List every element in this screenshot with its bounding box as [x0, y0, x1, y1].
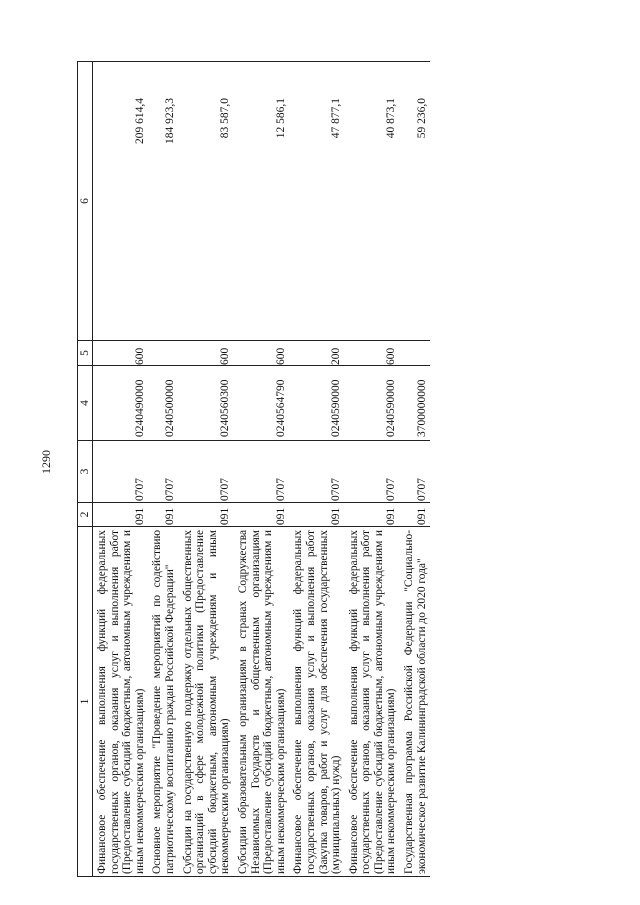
row-target-code: 0240500000: [148, 366, 178, 441]
page-number: 1290: [39, 450, 53, 474]
row-section-code: 0707: [289, 441, 344, 503]
row-name: Субсидии на государственную поддержку отдельных общественных организаций в сфере молодежной политики (Предоставление субсидий бюджетным, автономным учреждениям и иным некоммерческим организациям): [179, 527, 234, 877]
column-header-3: 3: [78, 441, 93, 503]
row-amount: 83 587,0: [179, 62, 234, 341]
row-admin-code: 091: [345, 503, 400, 527]
row-admin-code: 091: [93, 503, 149, 527]
row-section-code: 0707: [179, 441, 234, 503]
row-expense-type: 600: [345, 341, 400, 366]
table-row: [148, 62, 178, 877]
row-name: Субсидии образовательным организациям в странах Содружества Независимых Государств и общественным организациям (Предоставление субсидий бюджетным, автономным учреждениям и иным некоммерческим организациям): [234, 527, 289, 877]
row-target-code: 0240564790: [234, 366, 289, 441]
table-row: [289, 62, 344, 877]
row-name: Финансовое обеспечение выполнения функций федеральных государственных органов, оказания услуг и выполнения работ (Предоставление субсидий бюджетным, автономным учреждениям и иным некоммерческим организациям): [345, 527, 400, 877]
row-admin-code: 091: [289, 503, 344, 527]
row-amount: 59 236,0: [400, 62, 430, 341]
row-amount: 40 873,1: [345, 62, 400, 341]
table-row: [93, 62, 149, 877]
table-row: [234, 62, 289, 877]
row-section-code: 0707: [345, 441, 400, 503]
row-section-code: 0707: [93, 441, 149, 503]
row-admin-code: 091: [234, 503, 289, 527]
row-admin-code: 091: [148, 503, 178, 527]
rotated-page: [77, 62, 563, 877]
table-row: [400, 62, 430, 877]
column-header-2: 2: [78, 503, 93, 527]
budget-table: [77, 61, 430, 877]
row-section-code: 0707: [234, 441, 289, 503]
row-target-code: 0240560300: [179, 366, 234, 441]
row-name: Государственная программа Российской Федерации "Социально-экономическое развитие Калининградской области до 2020 года": [400, 527, 430, 877]
row-expense-type: 200: [289, 341, 344, 366]
row-admin-code: 091: [179, 503, 234, 527]
row-admin-code: 091: [400, 503, 430, 527]
table-row: [179, 62, 234, 877]
row-amount: 209 614,4: [93, 62, 149, 341]
row-expense-type: 600: [93, 341, 149, 366]
column-header-1: 1: [78, 527, 93, 877]
row-amount: 184 923,3: [148, 62, 178, 341]
row-name: Основное мероприятие "Проведение мероприятий по содействию патриотическому воспитанию граждан Российской Федерации": [148, 527, 178, 877]
row-expense-type: [400, 341, 430, 366]
row-target-code: 0240590000: [289, 366, 344, 441]
column-header-4: 4: [78, 366, 93, 441]
column-header-6: 6: [78, 62, 93, 341]
row-expense-type: 600: [179, 341, 234, 366]
row-section-code: 0707: [148, 441, 178, 503]
column-header-5: 5: [78, 341, 93, 366]
row-target-code: 0240590000: [345, 366, 400, 441]
row-section-code: 0707: [400, 441, 430, 503]
row-expense-type: [148, 341, 178, 366]
row-target-code: 0240490000: [93, 366, 149, 441]
table-row: [345, 62, 400, 877]
row-amount: 12 586,1: [234, 62, 289, 341]
row-amount: 47 877,1: [289, 62, 344, 341]
header-row: [78, 62, 93, 877]
row-expense-type: 600: [234, 341, 289, 366]
row-name: Финансовое обеспечение выполнения функций федеральных государственных органов, оказания услуг и выполнения работ (Предоставление субсидий бюджетным, автономным учреждениям и иным некоммерческим организациям): [93, 527, 149, 877]
row-target-code: 3700000000: [400, 366, 430, 441]
row-name: Финансовое обеспечение выполнения функций федеральных государственных органов, оказания услуг и выполнения работ (Закупка товаров, работ и услуг для обеспечения государственных (муниципальных) нужд): [289, 527, 344, 877]
